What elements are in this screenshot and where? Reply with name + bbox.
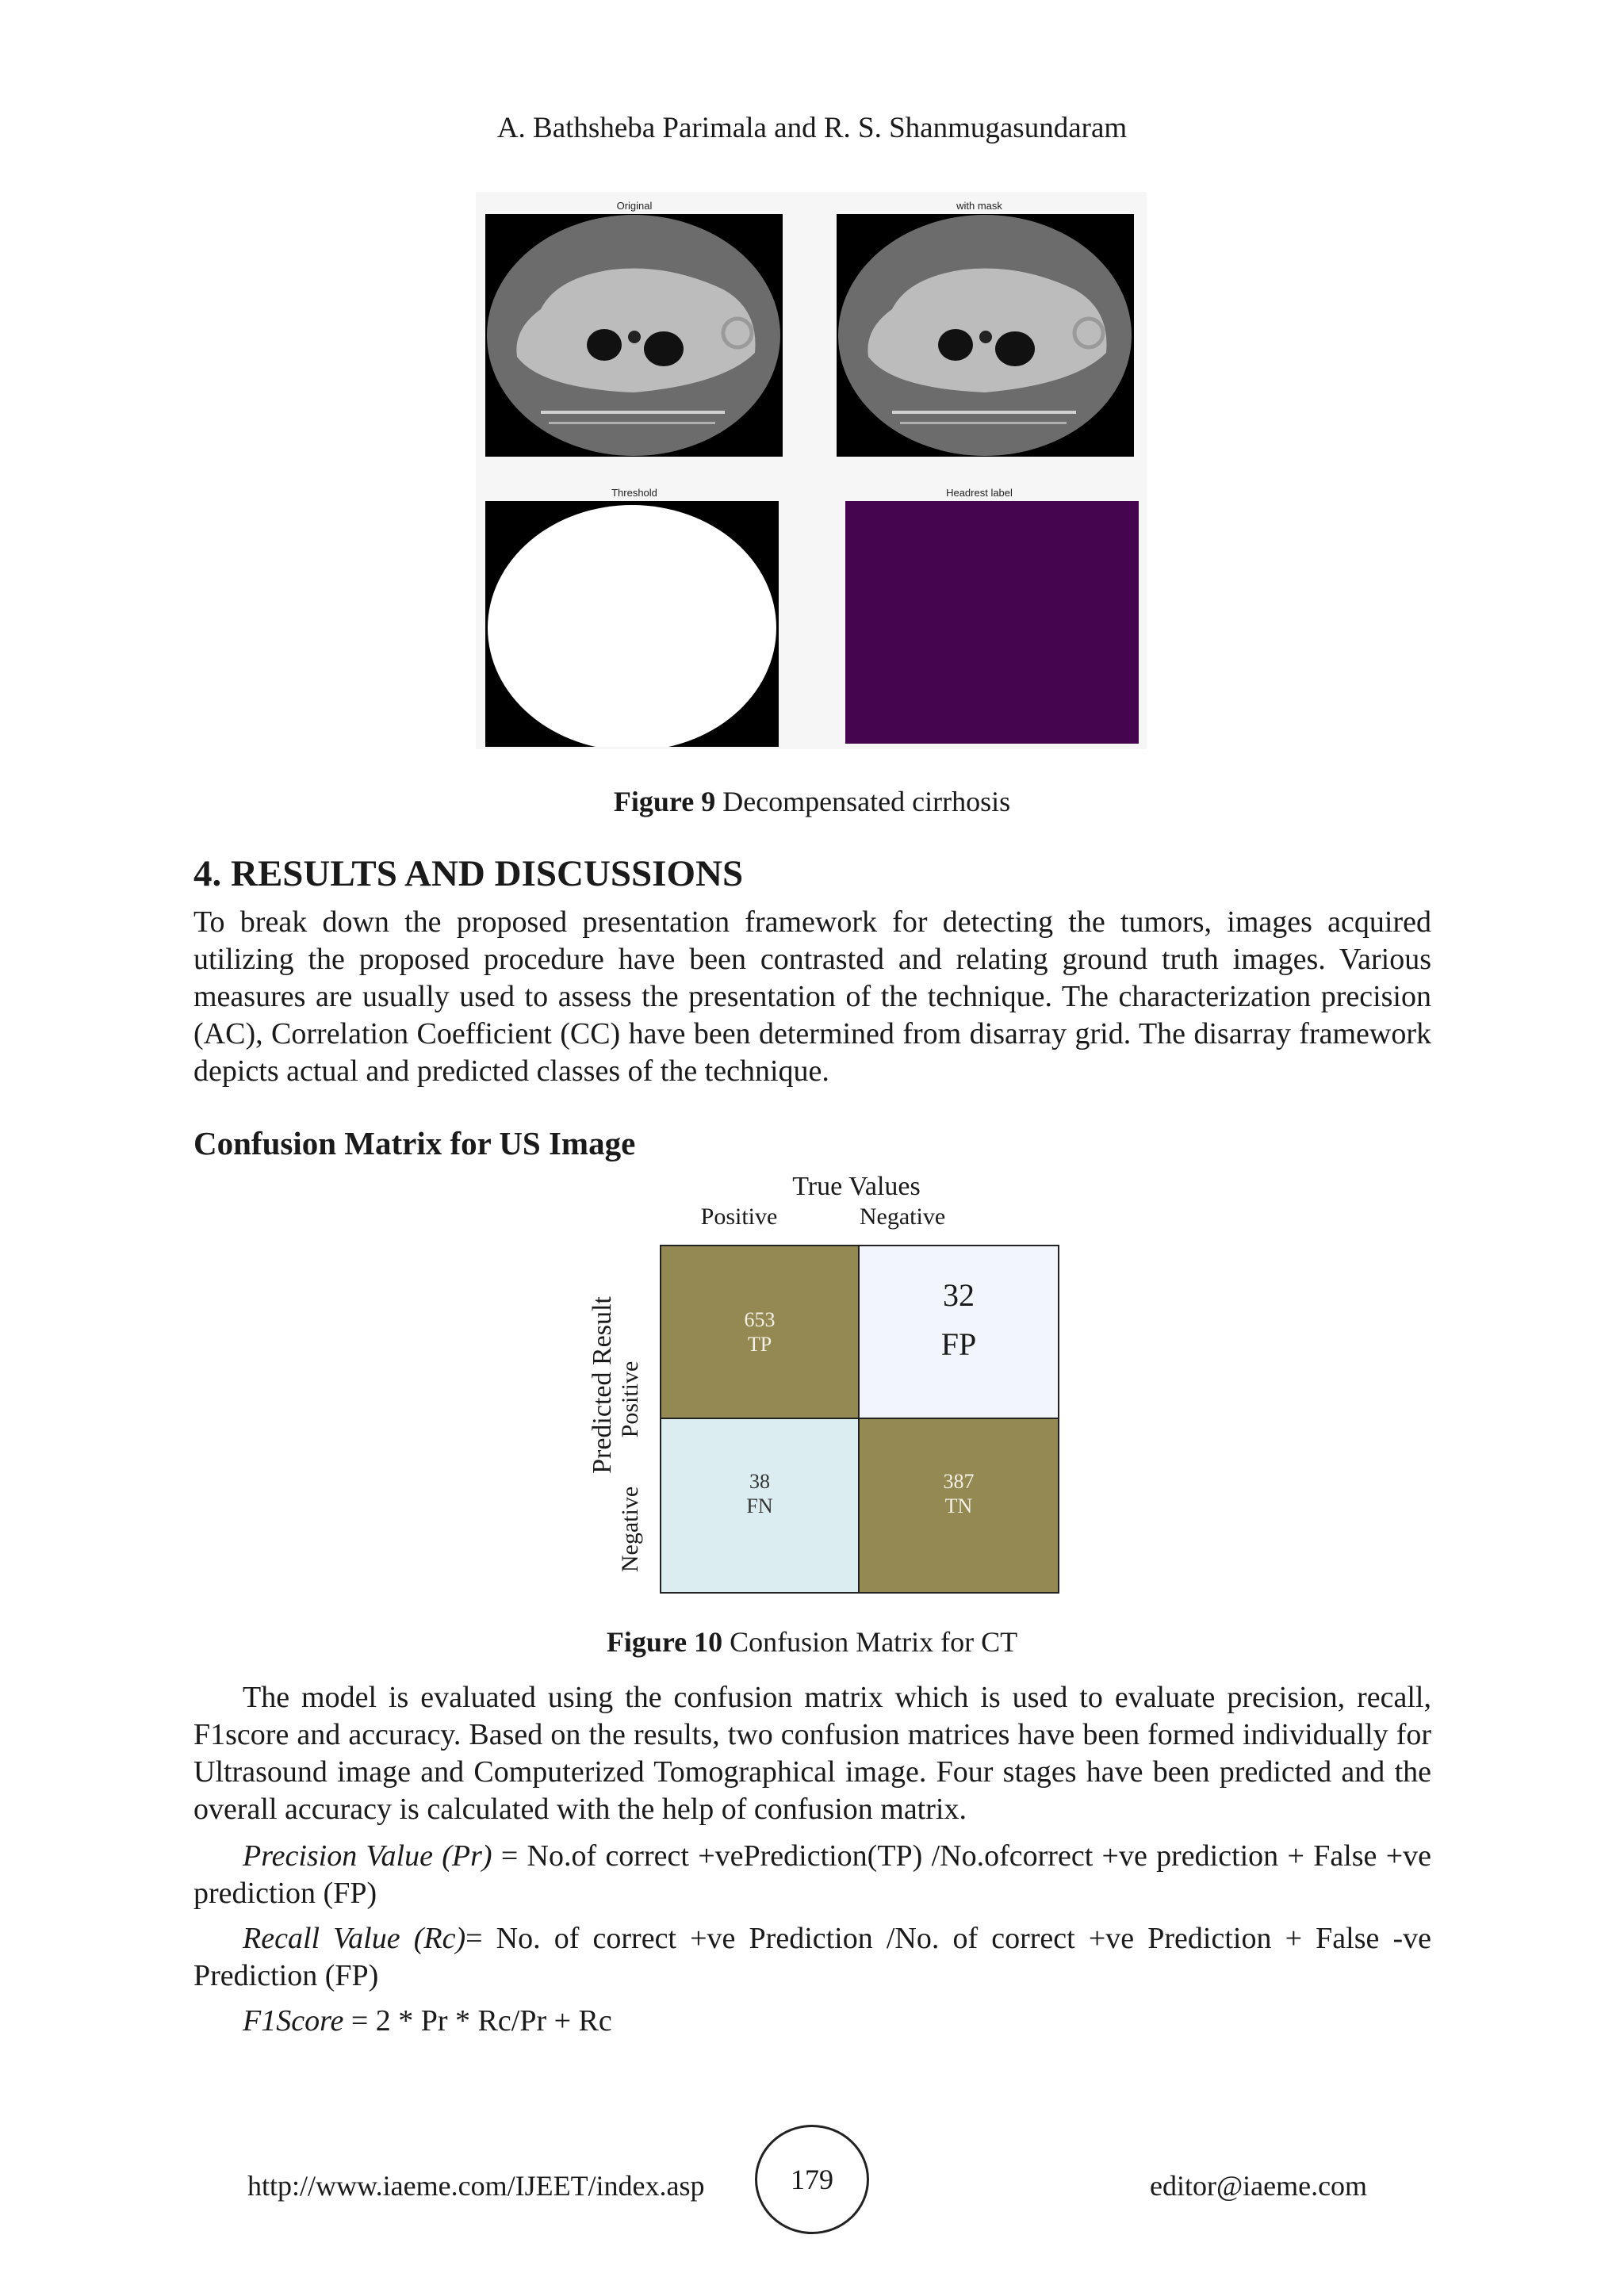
tn-label: TN — [944, 1494, 973, 1517]
page-number-text: 179 — [791, 2164, 833, 2195]
figure-10-label: Figure 10 — [606, 1626, 723, 1658]
precision-definition — [193, 1838, 1431, 1912]
figure-9-label: Figure 9 — [613, 786, 716, 817]
precision-formula: = No.of correct +vePrediction(TP) /No.ofcorrect +ve prediction + False +ve prediction (FP) — [193, 1839, 1431, 1910]
subheading-confusion-matrix: Confusion Matrix for US Image — [193, 1125, 636, 1161]
fp-label: FP — [940, 1326, 977, 1362]
fn-value: 38 — [749, 1469, 770, 1493]
predicted-result-label: Predicted Result — [588, 1296, 617, 1474]
recall-definition — [193, 1920, 1431, 1995]
panel-title-with-mask: with mask — [956, 200, 1002, 212]
tp-value: 653 — [744, 1307, 776, 1331]
section-heading: 4. RESULTS AND DISCUSSIONS — [193, 853, 744, 894]
precision-term: Precision Value (Pr) — [243, 1839, 492, 1873]
figure-9-image — [476, 192, 1147, 749]
running-header: A. Bathsheba Parimala and R. S. Shanmugasundaram — [496, 112, 1128, 144]
ct-original-image — [485, 214, 783, 457]
confusion-matrix-grid — [660, 1245, 1059, 1594]
panel-title-original: Original — [616, 200, 653, 212]
cell-false-negative — [661, 1419, 860, 1592]
paragraph-evaluation: The model is evaluated using the confusion matrix which is used to evaluate precision, recall, F1score and accuracy. Based on the results, two confusion matrices have been formed individually for Ultrasound image and Computerized Tomographical image. Four stages have been predicted and the overall accuracy is calculated with the help of confusion matrix. — [193, 1681, 1431, 1826]
ct-with-mask-image — [837, 214, 1134, 457]
page-number — [755, 2125, 869, 2234]
figure-10-caption — [0, 1625, 1624, 1659]
paragraph-results: To break down the proposed presentation framework for detecting the tumors, images acquired utilizing the proposed procedure have been contrasted and relating ground truth images. Various measures are usually used to assess the presentation of the technique. The characterization precision (AC), Correlation Coefficient (CC) have been determined from disarray grid. The disarray framework depicts actual and predicted classes of the technique. — [193, 905, 1431, 1088]
footer-email[interactable]: editor@iaeme.com — [1150, 2170, 1368, 2202]
f1score-term: F1Score — [243, 2004, 344, 2038]
column-negative-label: Negative — [859, 1203, 946, 1230]
figure-9-caption — [0, 785, 1624, 818]
row-negative-label: Negative — [617, 1486, 643, 1573]
tp-label: TP — [747, 1333, 772, 1356]
cell-false-positive — [860, 1246, 1058, 1419]
headrest-label-image — [845, 501, 1139, 744]
figure-9-caption-text: Decompensated cirrhosis — [715, 786, 1011, 817]
footer-url[interactable]: http://www.iaeme.com/IJEET/index.asp — [247, 2170, 705, 2202]
fn-label: FN — [746, 1494, 773, 1517]
row-positive-label: Positive — [617, 1360, 643, 1438]
f1score-formula: = 2 * Pr * Rc/Pr + Rc — [343, 2004, 612, 2038]
true-values-label: True Values — [792, 1172, 921, 1201]
column-positive-label: Positive — [700, 1203, 778, 1230]
threshold-image — [485, 501, 779, 747]
tn-value: 387 — [943, 1469, 975, 1493]
recall-formula: = No. of correct +ve Prediction /No. of correct +ve Prediction + False -ve Prediction (FP) — [193, 1922, 1431, 1992]
f1score-definition — [193, 2003, 1431, 2040]
fp-value: 32 — [943, 1277, 975, 1313]
cell-true-positive — [661, 1246, 860, 1419]
recall-term: Recall Value (Rc) — [243, 1922, 466, 1955]
figure-10-caption-text: Confusion Matrix for CT — [722, 1626, 1018, 1658]
panel-title-headrest-label: Headrest label — [946, 487, 1013, 499]
cell-true-negative — [860, 1419, 1058, 1592]
panel-title-threshold: Threshold — [611, 487, 657, 499]
